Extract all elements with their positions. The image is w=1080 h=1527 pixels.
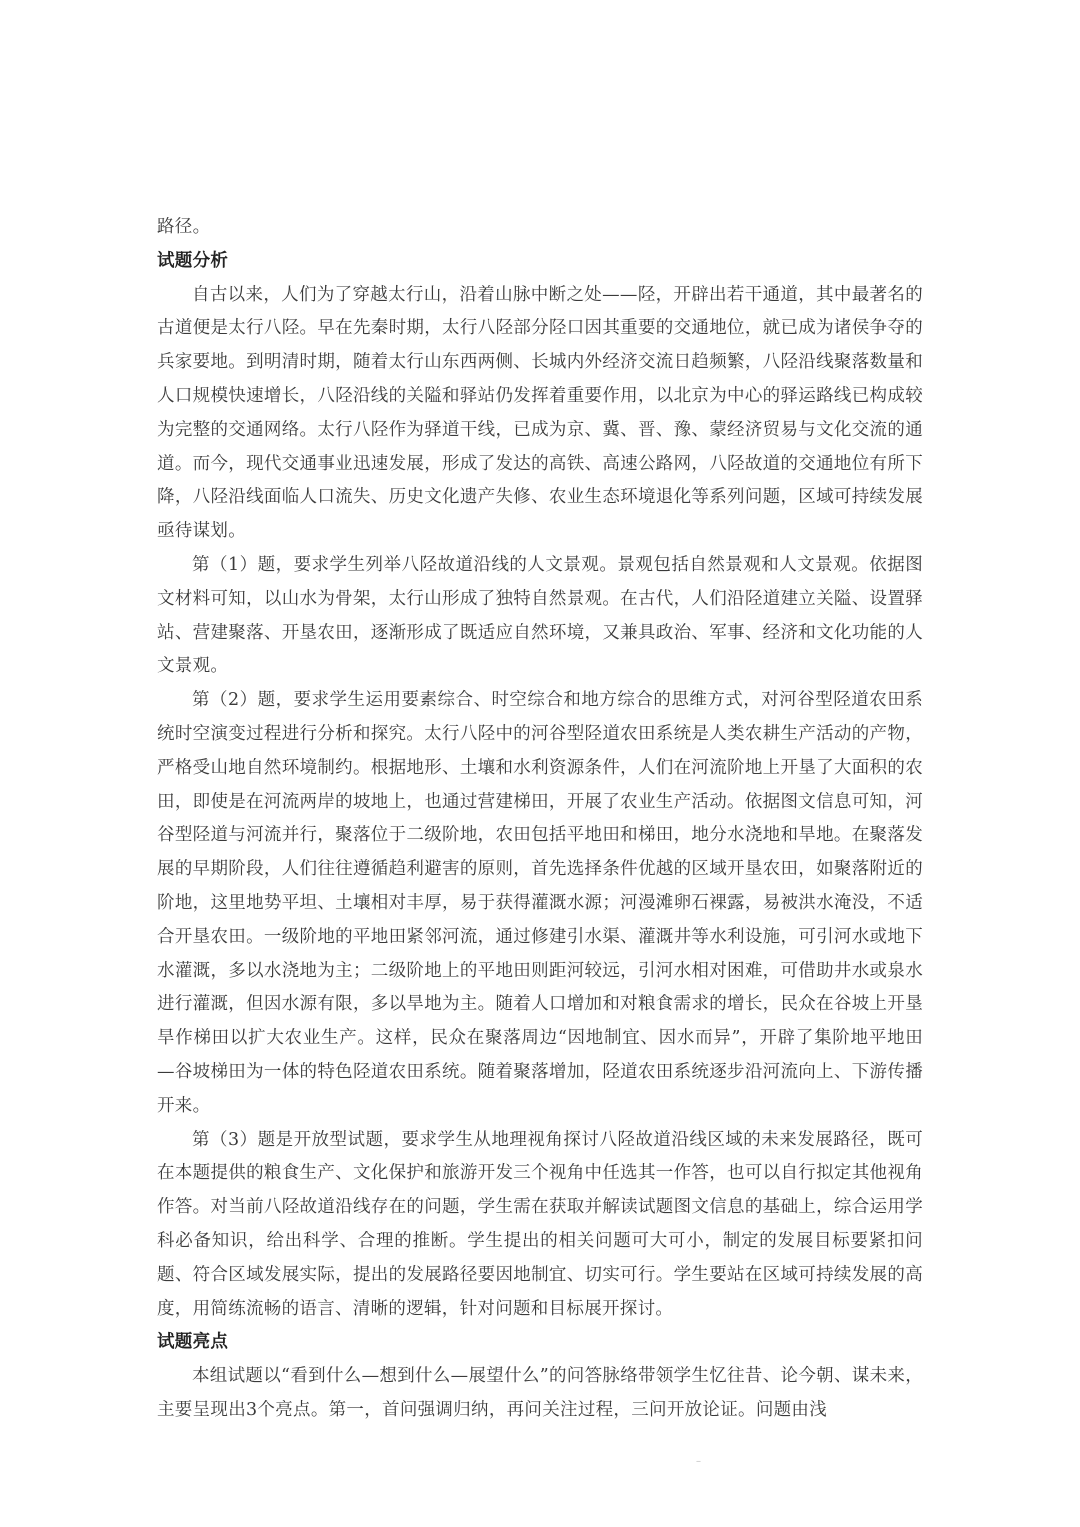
paragraph-question-3: 第（3）题是开放型试题，要求学生从地理视角探讨八陉故道沿线区域的未来发展路径，既可在本题提供的粮食生产、文化保护和旅游开发三个视角中任选其一作答，也可以自行拟定其他视角作答。对当前八陉故道沿线存在的问题，学生需在获取并解读试题图文信息的基础上，综合运用学科必备知识，给出科学、合理的推断。学生提出的相关问题可大可小，制定的发展目标要紧扣问题、符合区域发展实际，提出的发展路径要因地制宜、切实可行。学生要站在区域可持续发展的高度，用简练流畅的语言、清晰的逻辑，针对问题和目标展开探讨。 xyxy=(157,1129,923,1319)
document-body xyxy=(157,211,923,1428)
section-heading-highlights: 试题亮点 xyxy=(157,1332,229,1353)
paragraph-highlights: 本组试题以“看到什么—想到什么—展望什么”的问答脉络带领学生忆往昔、论今朝、谋未来，主要呈现出3个亮点。第一，首问强调归纳，再问关注过程，三问开放论证。问题由浅 xyxy=(157,1366,923,1420)
section-heading-analysis: 试题分析 xyxy=(157,250,229,271)
paragraph-intro: 自古以来，人们为了穿越太行山，沿着山脉中断之处——陉，开辟出若干通道，其中最著名的古道便是太行八陉。早在先秦时期，太行八陉部分陉口因其重要的交通地位，就已成为诸侯争夺的兵家要地。到明清时期，随着太行山东西两侧、长城内外经济交流日趋频繁，八陉沿线聚落数量和人口规模快速增长，八陉沿线的关隘和驿站仍发挥着重要作用，以北京为中心的驿运路线已构成较为完整的交通网络。太行八陉作为驿道干线，已成为京、冀、晋、豫、蒙经济贸易与文化交流的通道。而今，现代交通事业迅速发展，形成了发达的高铁、高速公路网，八陉故道的交通地位有所下降，八陉沿线面临人口流失、历史文化遗产失修、农业生态环境退化等系列问题，区域可持续发展亟待谋划。 xyxy=(157,284,923,542)
paragraph-question-1: 第（1）题，要求学生列举八陉故道沿线的人文景观。景观包括自然景观和人文景观。依据图文材料可知，以山水为骨架，太行山形成了独特自然景观。在古代，人们沿陉道建立关隘、设置驿站、营建聚落、开垦农田，逐渐形成了既适应自然环境，又兼具政治、军事、经济和文化功能的人文景观。 xyxy=(157,554,923,677)
page-mark: – xyxy=(696,1456,701,1467)
paragraph-question-2: 第（2）题，要求学生运用要素综合、时空综合和地方综合的思维方式，对河谷型陉道农田系统时空演变过程进行分析和探究。太行八陉中的河谷型陉道农田系统是人类农耕生产活动的产物，严格受山地自然环境制约。根据地形、土壤和水利资源条件，人们在河流阶地上开垦了大面积的农田，即使是在河流两岸的坡地上，也通过营建梯田，开展了农业生产活动。依据图文信息可知，河谷型陉道与河流并行，聚落位于二级阶地，农田包括平地田和梯田，地分水浇地和旱地。在聚落发展的早期阶段，人们往往遵循趋利避害的原则，首先选择条件优越的区域开垦农田，如聚落附近的阶地，这里地势平坦、土壤相对丰厚，易于获得灌溉水源；河漫滩卵石裸露，易被洪水淹没，不适合开垦农田。一级阶地的平地田紧邻河流，通过修建引水渠、灌溉井等水利设施，可引河水或地下水灌溉，多以水浇地为主；二级阶地上的平地田则距河较远，引河水相对困难，可借助井水或泉水进行灌溉，但因水源有限，多以旱地为主。随着人口增加和对粮食需求的增长，民众在谷坡上开垦旱作梯田以扩大农业生产。这样，民众在聚落周边“因地制宜、因水而异”，开辟了集阶地平地田—谷坡梯田为一体的特色陉道农田系统。随着聚落增加，陉道农田系统逐步沿河流向上、下游传播开来。 xyxy=(157,690,923,1116)
lead-line: 路径。 xyxy=(157,217,211,237)
